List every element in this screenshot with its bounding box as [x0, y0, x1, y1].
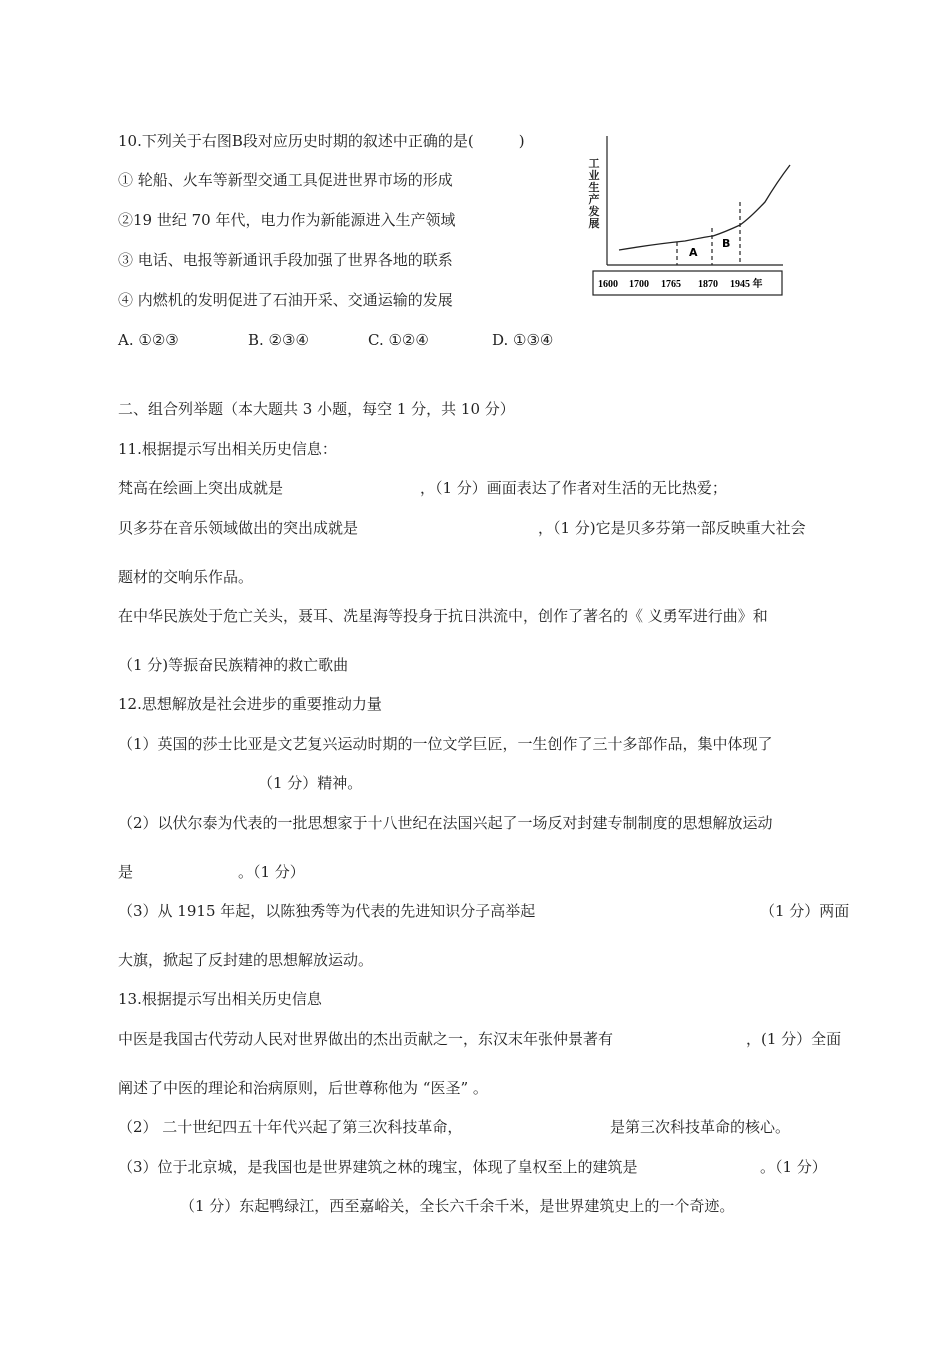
q13-part2-b: 是第三次科技革命的核心。: [610, 1118, 791, 1136]
q11-line4: 在中华民族处于危亡关头，聂耳、冼星海等投身于抗日洪流中，创作了著名的《 义勇军进行曲》和: [118, 607, 768, 625]
q13-part2-a: （2） 二十世纪四五十年代兴起了第三次科技革命，: [118, 1118, 463, 1136]
x-tick-1945: 1945 年: [730, 279, 763, 290]
x-tick-1600: 1600: [598, 279, 618, 290]
q10-choice-d: D. ①③④: [492, 331, 554, 349]
q12-part1: （1）英国的莎士比亚是文艺复兴运动时期的一位文学巨匠，一生创作了三十多部作品，集中体现了: [118, 735, 773, 753]
q10-option-1: ① 轮船、火车等新型交通工具促进世界市场的形成: [118, 171, 453, 189]
q11-line5: （1 分)等振奋民族精神的救亡歌曲: [118, 656, 349, 674]
development-curve: [619, 165, 790, 250]
q13-part1-a: 中医是我国古代劳动人民对世界做出的杰出贡献之一，东汉末年张仲景著有: [118, 1030, 614, 1048]
q12-part1-cont: （1 分）精神。: [258, 774, 363, 792]
chart-y-label: 工业生产发展: [588, 157, 600, 230]
x-tick-1765: 1765: [661, 279, 681, 290]
q12-part2: （2）以伏尔泰为代表的一批思想家于十八世纪在法国兴起了一场反对封建专制制度的思想解放运动: [118, 814, 773, 832]
q13-part1-cont: 阐述了中医的理论和治病原则，后世尊称他为 “医圣” 。: [118, 1079, 488, 1097]
q11-line1-a: 梵高在绘画上突出成就是: [118, 479, 284, 497]
q11-line2-b: ，（1 分)它是贝多芬第一部反映重大社会: [538, 519, 806, 537]
q12-part3-a: （3）从 1915 年起，以陈独秀等为代表的先进知识分子高举起: [118, 902, 536, 920]
segment-b-label: B: [722, 237, 731, 250]
industrial-development-chart: [585, 132, 805, 302]
x-tick-1700: 1700: [629, 279, 649, 290]
q10-choice-c: C. ①②④: [368, 331, 429, 349]
q13-part1-b: ，(1 分）全面: [746, 1030, 842, 1048]
q10-option-4: ④ 内燃机的发明促进了石油开采、交通运输的发展: [118, 291, 453, 309]
q11-stem: 11.根据提示写出相关历史信息：: [118, 440, 337, 458]
q10-choice-b: B. ②③④: [248, 331, 309, 349]
q12-stem: 12.思想解放是社会进步的重要推动力量: [118, 695, 382, 713]
section2-heading: 二、组合列举题（本大题共 3 小题，每空 1 分，共 10 分）: [118, 400, 515, 418]
q12-part2-cont-a: 是: [118, 863, 134, 881]
q12-part3-cont: 大旗，掀起了反封建的思想解放运动。: [118, 951, 374, 969]
chart-svg: [585, 132, 805, 302]
segment-a-label: A: [689, 246, 698, 259]
q13-part3-a: （3）位于北京城，是我国也是世界建筑之林的瑰宝，体现了皇权至上的建筑是: [118, 1158, 638, 1176]
q10-stem: 10.下列关于右图B段对应历史时期的叙述中正确的是( ): [118, 132, 525, 150]
q11-line2-a: 贝多芬在音乐领域做出的突出成就是: [118, 519, 359, 537]
q10-option-3: ③ 电话、电报等新通讯手段加强了世界各地的联系: [118, 251, 453, 269]
q13-part3-b: 。（1 分）: [760, 1158, 827, 1176]
q11-line3: 题材的交响乐作品。: [118, 568, 254, 586]
x-tick-1870: 1870: [698, 279, 718, 290]
q11-line1-b: ，（1 分）画面表达了作者对生活的无比热爱；: [420, 479, 727, 497]
q12-part3-b: （1 分）两面: [760, 902, 850, 920]
q13-part4: （1 分）东起鸭绿江，西至嘉峪关，全长六千余千米，是世界建筑史上的一个奇迹。: [180, 1197, 735, 1215]
q13-stem: 13.根据提示写出相关历史信息: [118, 990, 322, 1008]
q10-choice-a: A. ①②③: [118, 331, 179, 349]
q10-option-2: ②19 世纪 70 年代，电力作为新能源进入生产领域: [118, 211, 456, 229]
q12-part2-cont-b: 。（1 分）: [238, 863, 305, 881]
